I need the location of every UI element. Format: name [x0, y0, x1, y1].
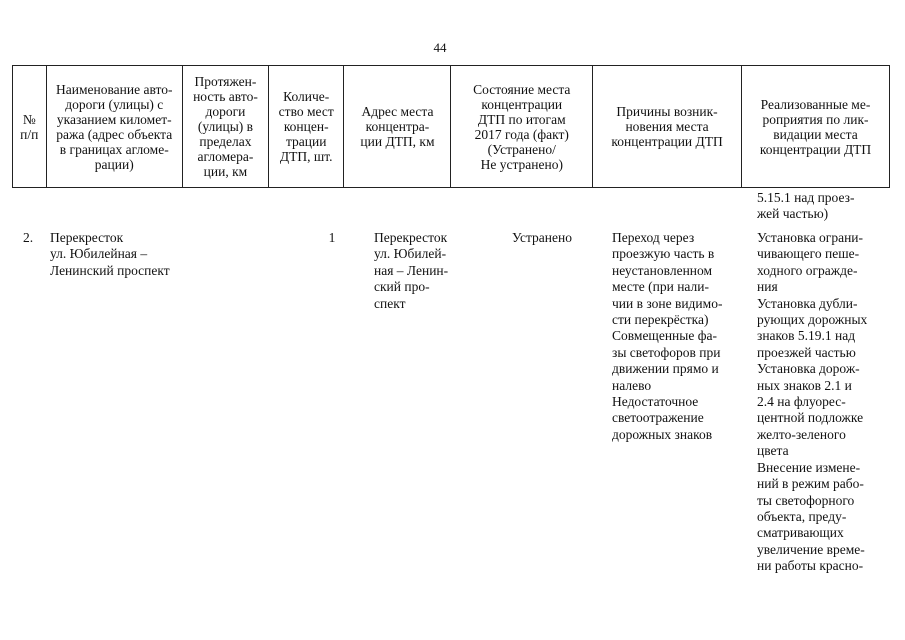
- row-number: 2.: [23, 230, 34, 245]
- table-header-row: [13, 66, 890, 188]
- accident-spot-address: Перекресток ул. Юбилей- ная – Ленин- ский про- спект: [374, 230, 449, 311]
- column-header-7: Реализованные ме- роприятия по лик- видации места концентрации ДТП: [742, 66, 890, 188]
- accident-reasons: Переход через проезжую часть в неустановленном месте (при нали- чии в зоне видимо- сти перекрёстка) Совмещенные фа- зы светофоров при движении прямо и налево Недостаточное светоотражение дорожных знаков: [612, 230, 723, 442]
- column-header-3: Количе- ство мест концен- трации ДТП, шт.: [268, 66, 344, 188]
- spot-status: Устранено: [512, 230, 572, 245]
- column-header-6: Причины возник- новения места концентрации ДТП: [593, 66, 742, 188]
- column-header-1: Наименование авто- дороги (улицы) с указанием километ- ража (адрес объекта в границах агломе- рации): [46, 66, 182, 188]
- continued-measures-text: 5.15.1 над проез- жей частью): [757, 190, 855, 221]
- column-header-5: Состояние места концентрации ДТП по итогам 2017 года (факт) (Устранено/ Не устранено): [451, 66, 593, 188]
- page-number: 44: [433, 40, 447, 55]
- implemented-measures: Установка ограни- чивающего пеше- ходного огражде- ния Установка дубли- рующих дорожных знаков 5.19.1 над проезжей частью Установка дорож- ных знаков 2.1 и 2.4 на флуорес- центной подложке желто-зеленого цвета Внесение измене- ний в режим рабо- ты светофорного объекта, преду- сматривающих увеличение време- ни работы красно-: [757, 230, 868, 574]
- road-name: Перекресток ул. Юбилейная – Ленинский проспект: [50, 230, 170, 278]
- column-header-0: № п/п: [13, 66, 47, 188]
- accident-spot-count: 1: [328, 230, 336, 245]
- column-header-4: Адрес места концентра- ции ДТП, км: [344, 66, 451, 188]
- column-header-2: Протяжен- ность авто- дороги (улицы) в пределах агломера- ции, км: [182, 66, 268, 188]
- data-table: [12, 65, 890, 188]
